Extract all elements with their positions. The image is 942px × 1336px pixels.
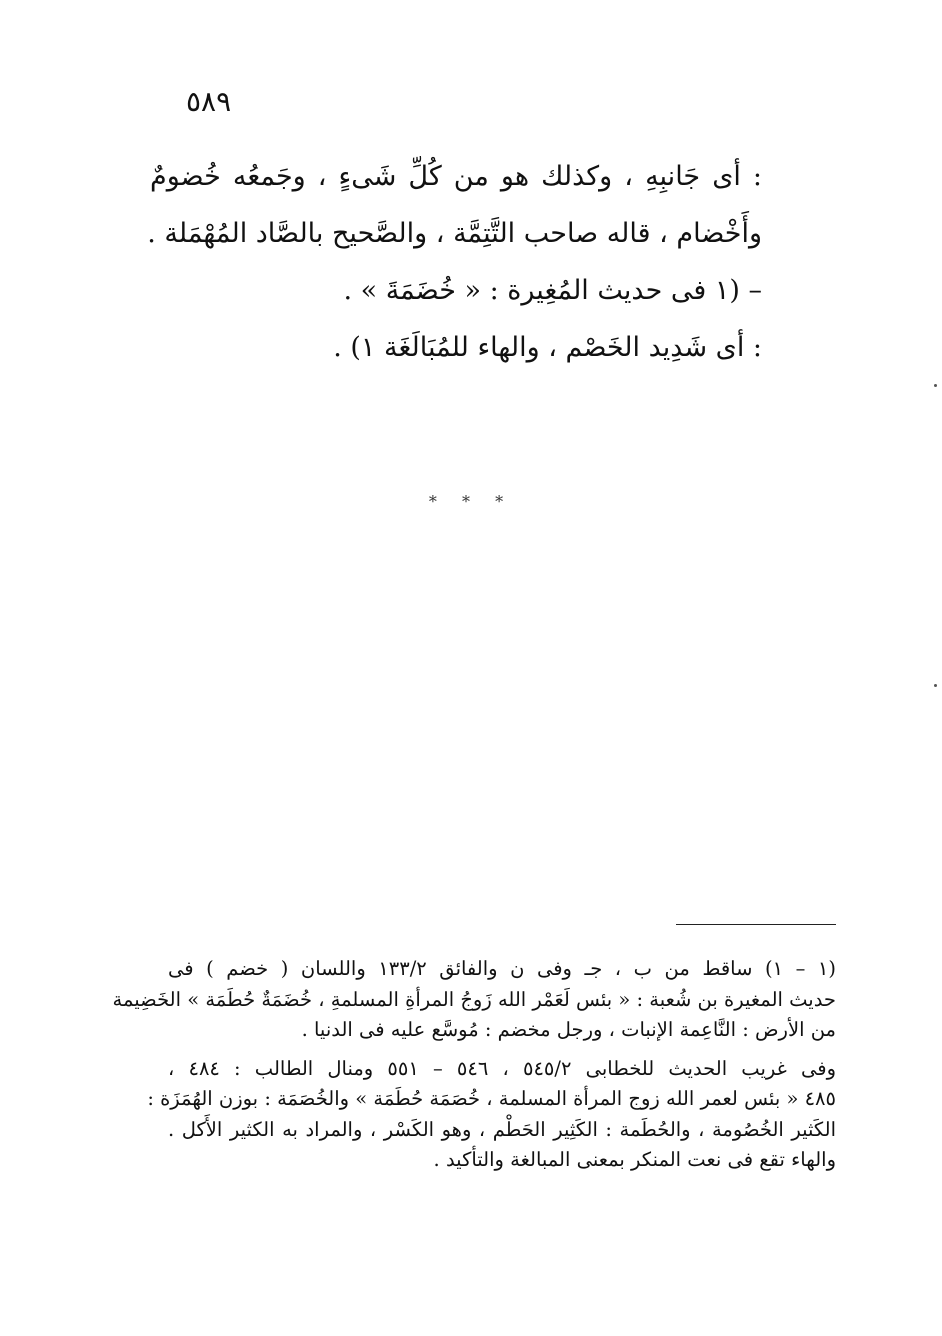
- footnote-line: ٤٨٥ « بئس لعمر الله زوج المرأة المسلمة ، خُصَمَة حُطَمَة » والخُصَمَة : بوزن الهُمَزَة :: [147, 1087, 836, 1110]
- footnote-line: (١ – ١) ساقط من ب ، جـ وفى ن والفائق ١٣٣/٢ واللسان ( خضم ) فى: [168, 957, 836, 980]
- footnote-line: الكَثير الخُصُومة ، والحُطَمة : الكَثِير الحَطْم ، وهو الكَسْر ، والمراد به الكثير الأَكل .: [168, 1117, 836, 1141]
- main-text-block: [147, 148, 762, 376]
- main-text-line: وأَخْضام ، قاله صاحب التَّتِمَّة ، والصَّحيح بالصَّاد المُهْمَلة .: [147, 218, 762, 249]
- footnote-line: والهاء تقع فى نعت المنكر بمعنى المبالغة والتأكيد .: [433, 1148, 836, 1171]
- footnote-line: حديث المغيرة بن شُعبة : « بئس لَعَمْر الله زَوجُ المرأةِ المسلمةِ ، خُضَمَةٌ حُطَمَة » الخَضِيمة: [112, 987, 836, 1011]
- main-text-line: – (١ فى حديث المُغِيرة : « خُضَمَةَ » .: [343, 275, 762, 306]
- scan-speck: [934, 384, 937, 387]
- section-separator: * * *: [428, 492, 514, 511]
- page-number: ٥٨٩: [186, 85, 232, 118]
- footnote-line: من الأرض : النَّاعِمة الإنبات ، ورجل مخضم : مُوسَّع عليه فى الدنيا .: [301, 1018, 836, 1041]
- footnotes-block: [112, 954, 836, 1176]
- main-text-line: : أى جَانبِهِ ، وكذلك هو من كُلِّ شَىءٍ ، وجَمعُه خُضومٌ: [150, 161, 762, 192]
- main-text-line: : أى شَدِيد الخَصْم ، والهاء للمُبَالَغَة ١) .: [333, 332, 762, 363]
- footnote-divider: [676, 924, 836, 925]
- scan-speck: [934, 684, 937, 687]
- footnote-line: وفى غريب الحديث للخطابى ٥٤٥/٢ ، ٥٤٦ – ٥٥١ ومنال الطالب : ٤٨٤ ،: [168, 1056, 836, 1080]
